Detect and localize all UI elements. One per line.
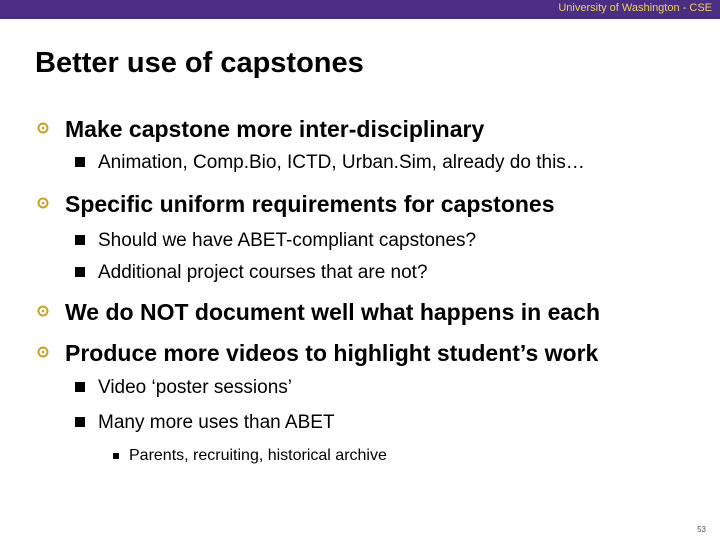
square-bullet-icon <box>113 453 119 459</box>
sub-sub-bullet-text: Parents, recruiting, historical archive <box>129 447 387 464</box>
sub-bullet-text: Video ‘poster sessions’ <box>98 377 292 398</box>
circle-bullet-icon <box>37 346 49 358</box>
square-bullet-icon <box>75 417 85 427</box>
sub-bullet-text: Additional project courses that are not? <box>98 262 428 283</box>
bullet-text: Specific uniform requirements for capstones <box>65 191 555 217</box>
header-bar <box>0 0 720 19</box>
circle-bullet-icon <box>37 122 49 134</box>
square-bullet-icon <box>75 382 85 392</box>
page-number: 53 <box>697 525 706 534</box>
bullet-text: We do NOT document well what happens in each <box>65 299 601 325</box>
sub-bullet-text: Should we have ABET-compliant capstones? <box>98 230 477 251</box>
square-bullet-icon <box>75 235 85 245</box>
bullet-text: Produce more videos to highlight student’s work <box>65 340 599 366</box>
bullet-text: Make capstone more inter-disciplinary <box>65 116 485 142</box>
square-bullet-icon <box>75 157 85 167</box>
circle-bullet-icon <box>37 305 49 317</box>
slide-title: Better use of capstones <box>35 47 364 79</box>
square-bullet-icon <box>75 267 85 277</box>
header-org-label: University of Washington - CSE <box>558 2 712 14</box>
sub-bullet-text: Many more uses than ABET <box>98 412 335 433</box>
sub-bullet-text: Animation, Comp.Bio, ICTD, Urban.Sim, already do this… <box>98 152 585 173</box>
circle-bullet-icon <box>37 197 49 209</box>
